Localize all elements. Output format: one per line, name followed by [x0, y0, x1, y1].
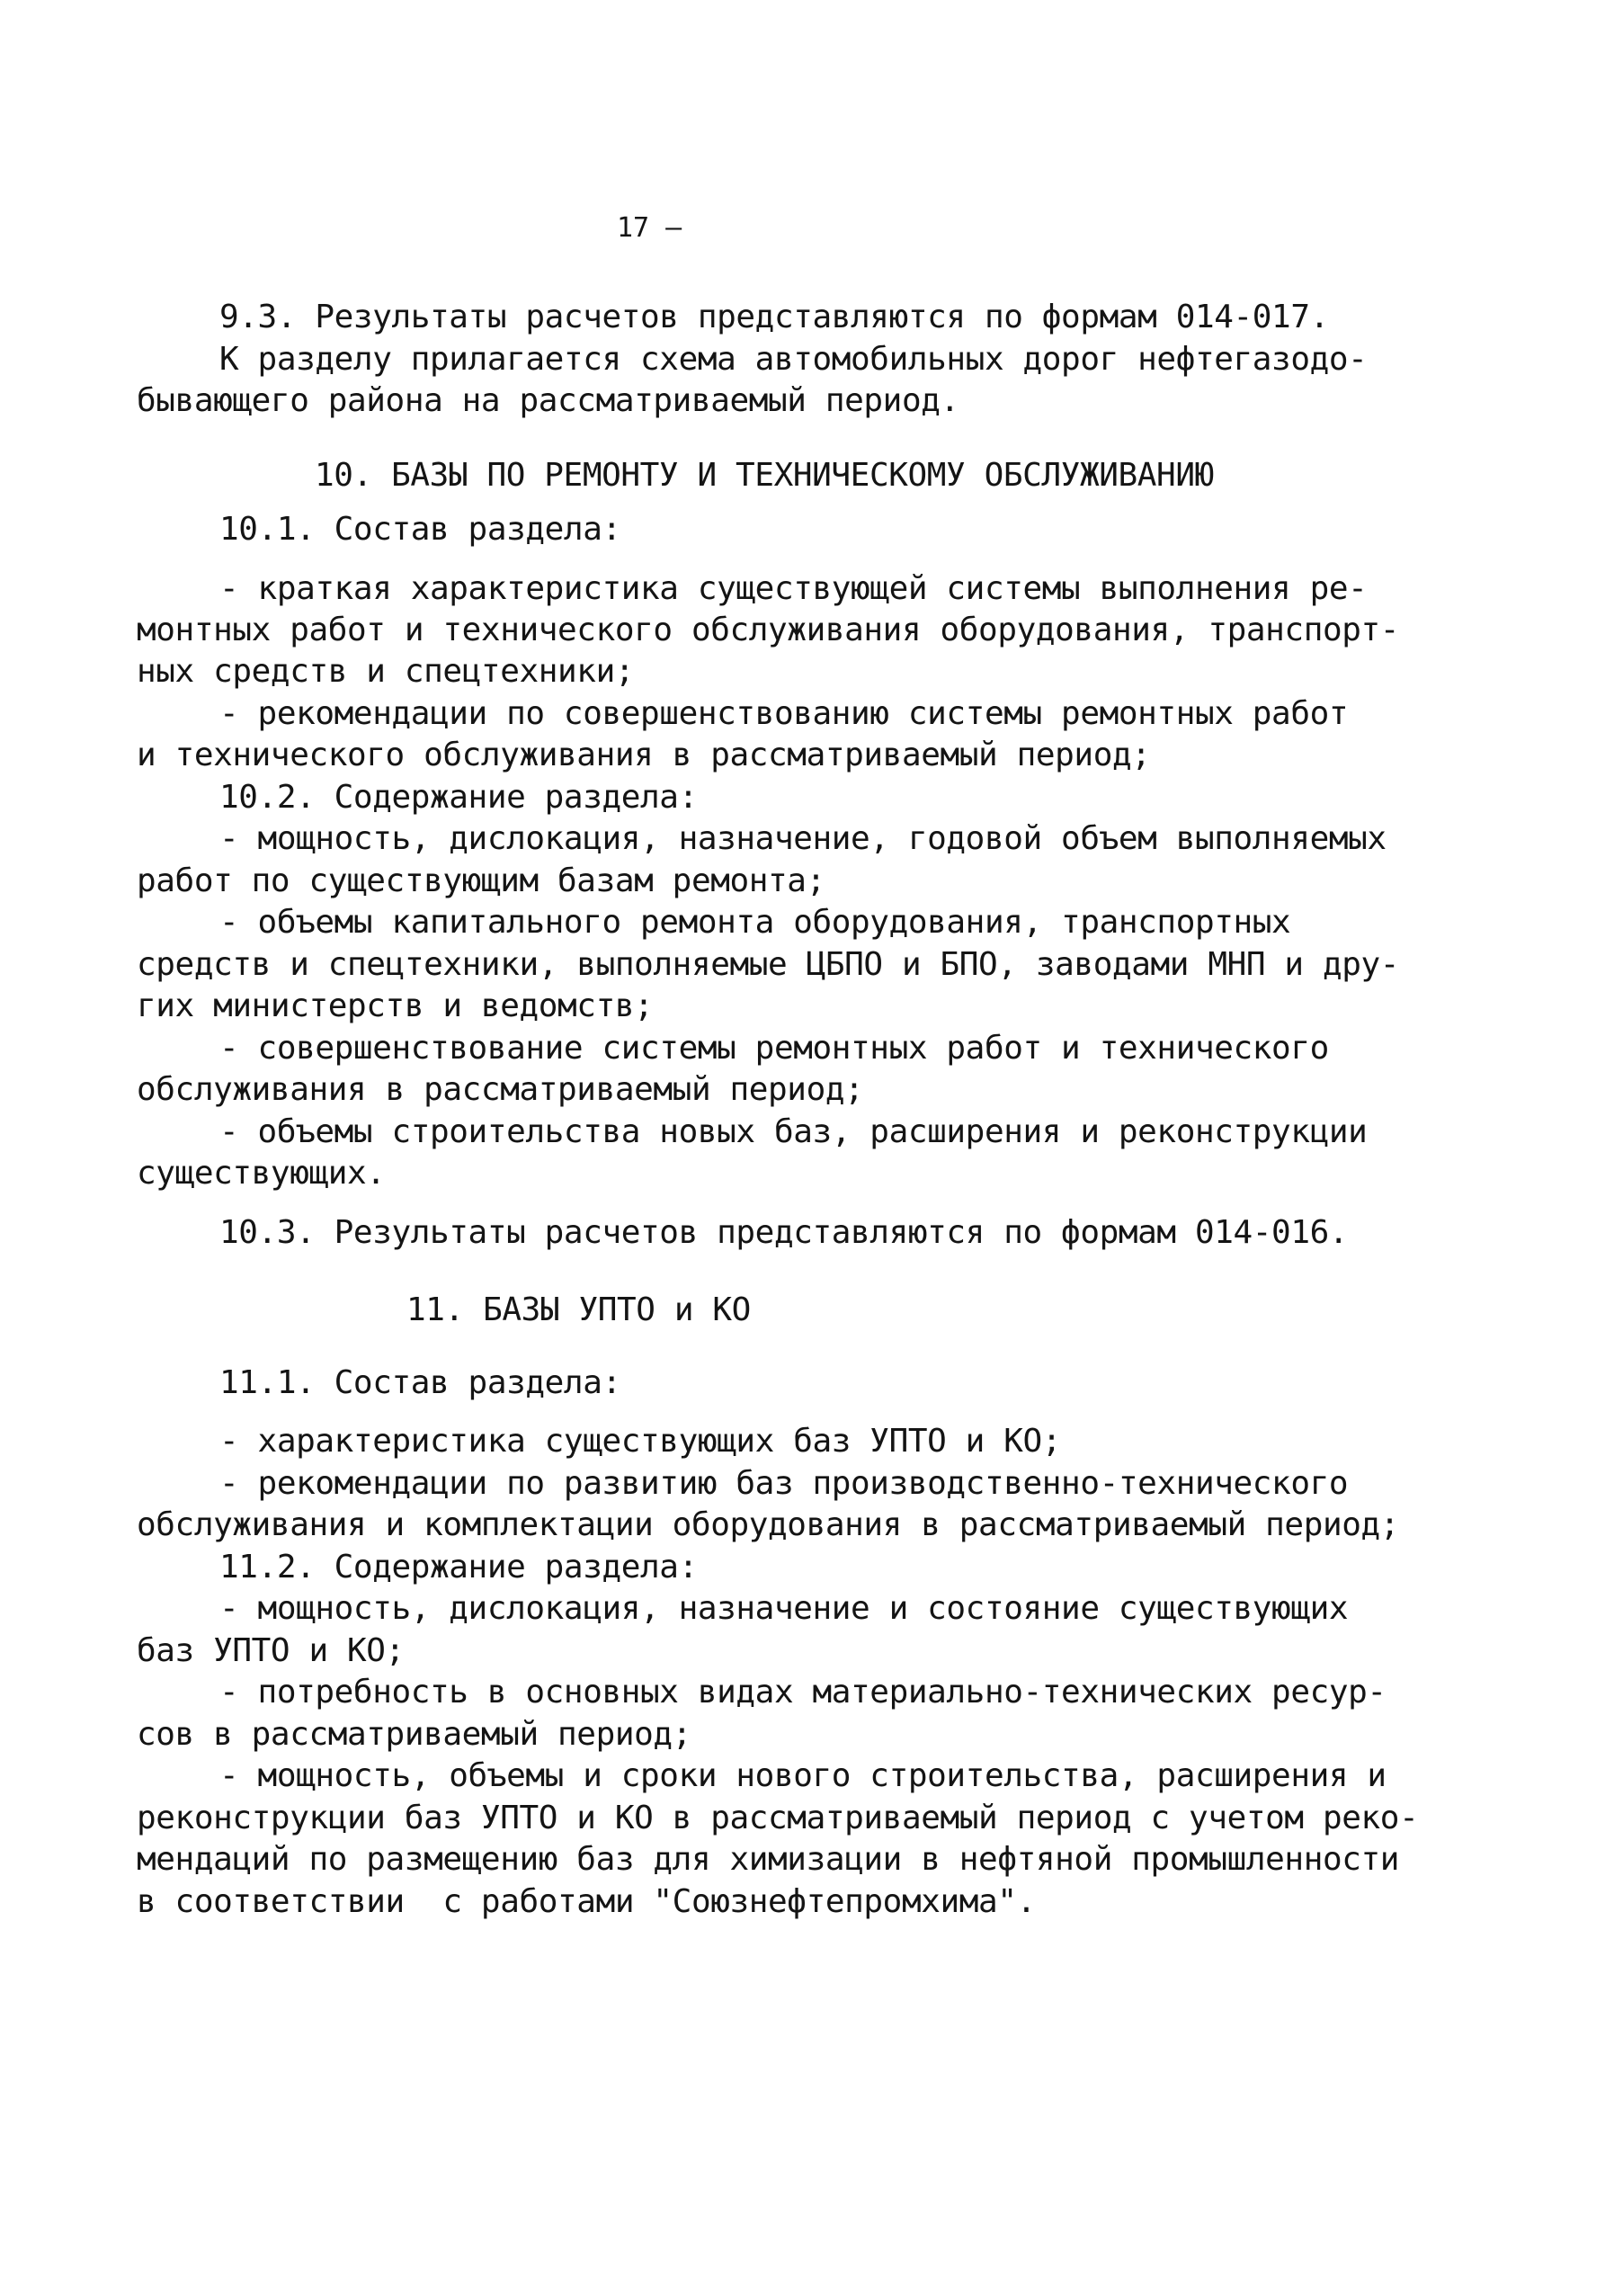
text-line: - рекомендации по совершенствованию системы ремонтных работ — [219, 695, 1349, 732]
subsection-heading: 10.2. Содержание раздела: — [219, 779, 698, 816]
text-line: обслуживания и комплектации оборудования в рассматриваемый период; — [137, 1506, 1400, 1543]
text-line: - характеристика существующих баз УПТО и КО; — [219, 1423, 1062, 1460]
text-line: средств и спецтехники, выполняемые ЦБПО и БПО, заводами МНП и дру- — [137, 946, 1400, 983]
text-line: и технического обслуживания в рассматриваемый период; — [137, 737, 1151, 773]
text-line: - краткая характеристика существующей системы выполнения ре- — [219, 570, 1368, 607]
text-line: работ по существующим базам ремонта; — [137, 862, 825, 899]
section-heading: 10. БАЗЫ ПО РЕМОНТУ И ТЕХНИЧЕСКОМУ ОБСЛУЖИВАНИЮ — [315, 457, 1214, 494]
text-line: монтных работ и технического обслуживания оборудования, транспорт- — [137, 612, 1400, 648]
text-line: - потребность в основных видах материально-технических ресур- — [219, 1674, 1387, 1711]
subsection-heading: 10.1. Состав раздела: — [219, 511, 621, 548]
text-line: - объемы строительства новых баз, расширения и реконструкции — [219, 1113, 1368, 1150]
text-line: ных средств и спецтехники; — [137, 653, 635, 690]
text-line: - объемы капитального ремонта оборудования, транспортных — [219, 904, 1291, 941]
section-heading: 11. БАЗЫ УПТО и КО — [406, 1291, 751, 1328]
text-line: 9.3. Результаты расчетов представляются по формам 014-017. — [219, 299, 1329, 335]
text-line: - рекомендации по развитию баз производственно-технического — [219, 1465, 1349, 1502]
text-line: баз УПТО и КО; — [137, 1632, 405, 1669]
text-line: - мощность, объемы и сроки нового строительства, расширения и — [219, 1757, 1387, 1794]
text-line: - мощность, дислокация, назначение, годовой объем выполняемых — [219, 820, 1387, 857]
text-line: бывающего района на рассматриваемый период. — [137, 382, 959, 419]
text-line: реконструкции баз УПТО и КО в рассматриваемый период с учетом реко- — [137, 1800, 1419, 1836]
text-line: 10.3. Результаты расчетов представляются по формам 014-016. — [219, 1214, 1349, 1251]
text-line: обслуживания в рассматриваемый период; — [137, 1071, 864, 1108]
subsection-heading: 11.2. Содержание раздела: — [219, 1549, 698, 1586]
text-line: - совершенствование системы ремонтных работ и технического — [219, 1030, 1329, 1067]
subsection-heading: 11.1. Состав раздела: — [219, 1364, 621, 1401]
text-line: сов в рассматриваемый период; — [137, 1716, 691, 1753]
text-line: мендаций по размещению баз для химизации в нефтяной промышленности — [137, 1841, 1400, 1878]
text-line: существующих. — [137, 1155, 386, 1192]
text-line: гих министерств и ведомств; — [137, 987, 654, 1024]
text-line: К разделу прилагается схема автомобильных дорог нефтегазодо- — [219, 341, 1368, 378]
text-line: в соответствии с работами "Союзнефтепромхима". — [137, 1883, 1036, 1920]
text-line: - мощность, дислокация, назначение и состояние существующих — [219, 1590, 1349, 1627]
page-number: 17 – — [617, 212, 682, 244]
